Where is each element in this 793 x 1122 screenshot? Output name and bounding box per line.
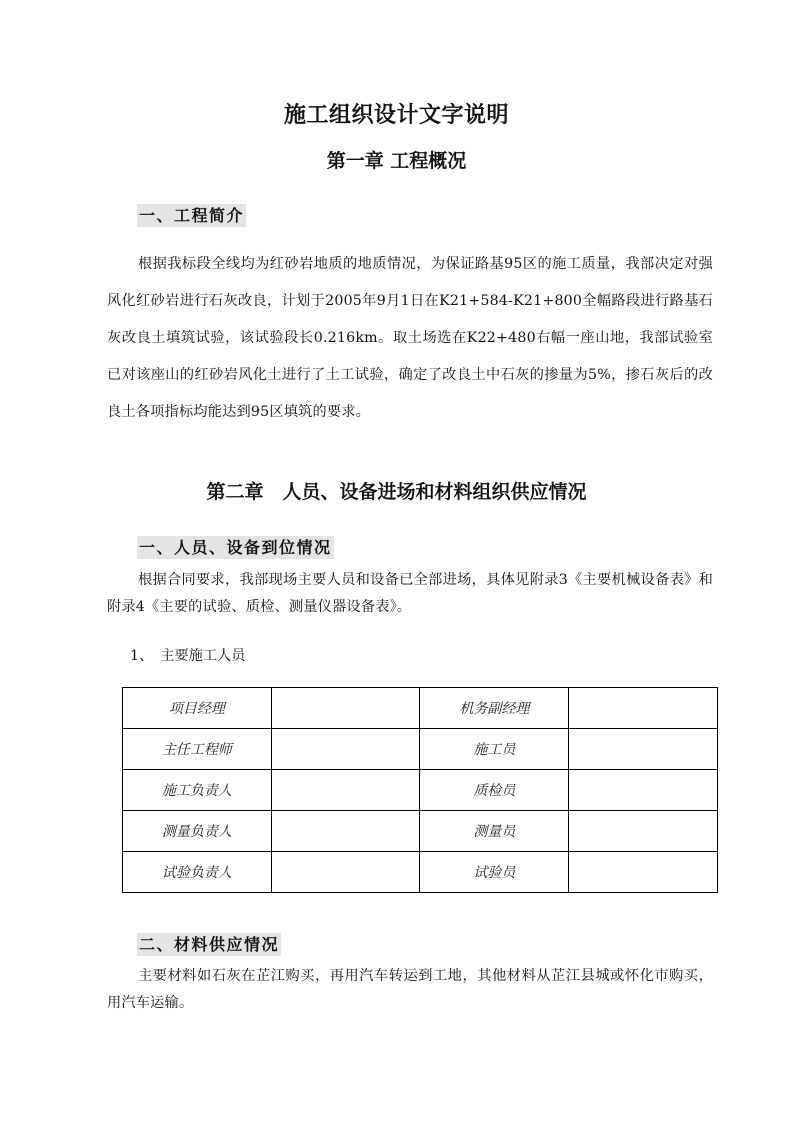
section-heading-personnel — [137, 535, 334, 558]
section-heading-project-intro — [137, 203, 246, 226]
table-cell-role: 项目经理 — [123, 688, 272, 729]
paragraph-materials: 主要材料如石灰在芷江购买，再用汽车转运到工地，其他材料从芷江县城或怀化市购买，用汽车运输。 — [107, 968, 713, 1011]
table-cell-role: 测量员 — [420, 811, 569, 852]
document-title: 施工组织设计文字说明 — [283, 103, 509, 128]
table-cell-name[interactable] — [271, 852, 420, 893]
table-cell-name[interactable] — [271, 729, 420, 770]
table-cell-name[interactable] — [271, 770, 420, 811]
table-row — [123, 729, 718, 770]
table-cell-role: 测量负责人 — [123, 811, 272, 852]
table-cell-role: 机务副经理 — [420, 688, 569, 729]
table-row — [123, 852, 718, 893]
table-cell-name[interactable] — [569, 852, 718, 893]
table-cell-name[interactable] — [271, 811, 420, 852]
table-cell-role: 质检员 — [420, 770, 569, 811]
staff-table — [122, 687, 718, 893]
paragraph-project-intro: 根据我标段全线均为红砂岩地质的地质情况，为保证路基95区的施工质量，我部决定对强风化红砂岩进行石灰改良，计划于2005年9月1日在K21+584-K21+800全幅路段进行路基石灰改良土填筑试验，该试验段长0.216km。取土场选在K22+480右幅一座山地，我部试验室已对该座山的红砂岩风化土进行了土工试验，确定了改良土中石灰的掺量为5%，掺石灰后的改良土各项指标均能达到95区填筑的要求。 — [107, 256, 713, 420]
table-row — [123, 688, 718, 729]
paragraph-personnel: 根据合同要求，我部现场主要人员和设备已全部进场，具体见附录3《主要机械设备表》和附录4《主要的试验、质检、测量仪器设备表》。 — [107, 572, 713, 615]
table-cell-name[interactable] — [569, 770, 718, 811]
section-heading-materials — [137, 932, 281, 955]
table-row — [123, 770, 718, 811]
table-cell-role: 试验员 — [420, 852, 569, 893]
table-cell-role: 施工员 — [420, 729, 569, 770]
table-cell-name[interactable] — [569, 811, 718, 852]
table-cell-role: 主任工程师 — [123, 729, 272, 770]
section-heading-label: 二、材料供应情况 — [139, 935, 280, 954]
list-item-main-staff: 1、 主要施工人员 — [130, 648, 246, 664]
section-heading-label: 一、工程简介 — [139, 206, 245, 225]
table-cell-role: 试验负责人 — [123, 852, 272, 893]
table-cell-role: 施工负责人 — [123, 770, 272, 811]
chapter-2-heading: 第二章 人员、设备进场和材料组织供应情况 — [206, 481, 587, 503]
table-cell-name[interactable] — [271, 688, 420, 729]
section-heading-label: 一、人员、设备到位情况 — [139, 538, 332, 557]
table-row — [123, 811, 718, 852]
table-cell-name[interactable] — [569, 729, 718, 770]
chapter-1-heading: 第一章 工程概况 — [326, 150, 467, 172]
table-cell-name[interactable] — [569, 688, 718, 729]
